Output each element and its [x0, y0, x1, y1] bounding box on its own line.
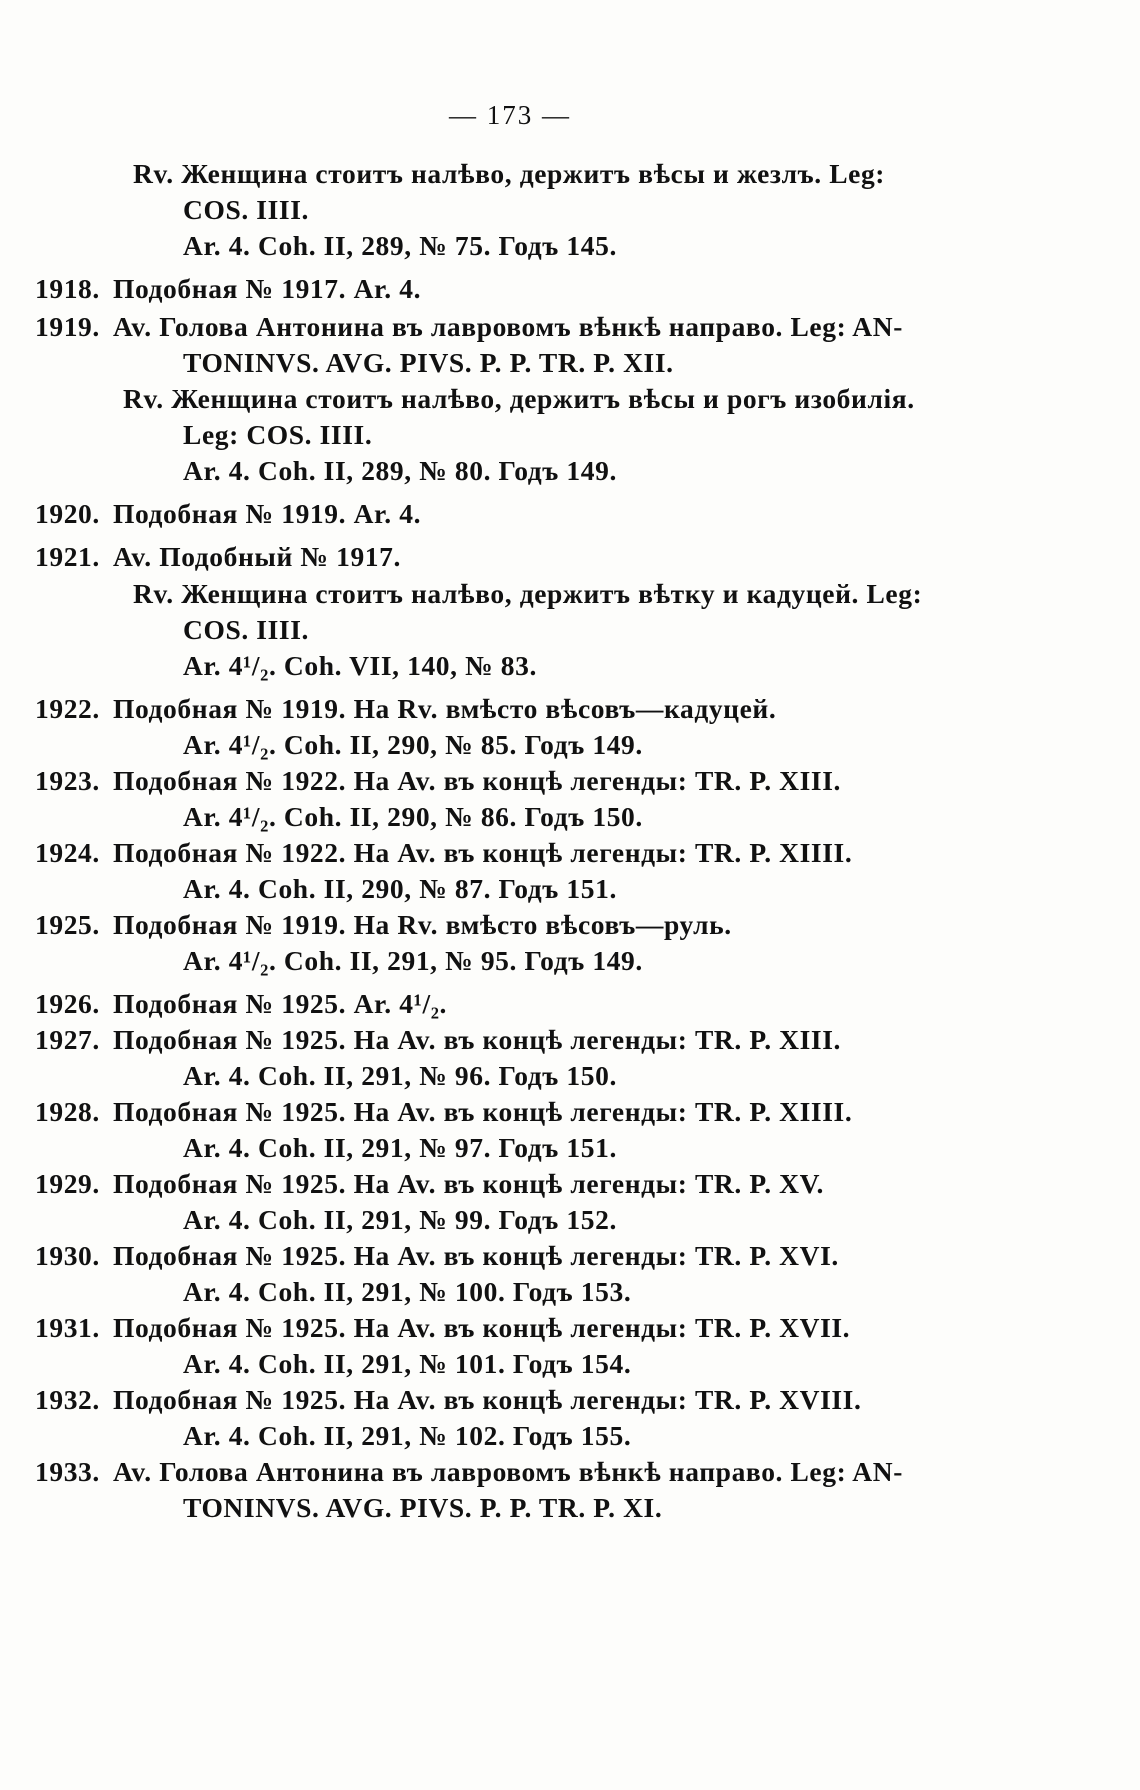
line-text: Подобная № 1919. На Rv. вмѣсто вѣсовъ—кадуцей. — [113, 693, 777, 724]
line-text: Подобная № 1925. На Av. въ концѣ легенды: TR. P. XIII. — [113, 1024, 841, 1055]
entry-number: 1920. — [35, 498, 100, 529]
entry-number: 1933. — [35, 1456, 100, 1487]
line-text: Ar. 4. Coh. II, 291, № 102. Годъ 155. — [183, 1420, 632, 1451]
line-text: Подобная № 1922. На Av. въ концѣ легенды: TR. P. XIII. — [113, 765, 841, 796]
line-text: COS. IIII. — [183, 614, 309, 645]
entry-number: 1927. — [35, 1024, 100, 1055]
entry-number: 1923. — [35, 765, 100, 796]
line-text: Ar. 4. Coh. II, 291, № 100. Годъ 153. — [183, 1276, 632, 1307]
line-text: Rv. Женщина стоитъ налѣво, держитъ вѣсы и жезлъ. Leg: — [133, 158, 886, 189]
line-text: Ar. 4¹/₂. Coh. II, 290, № 85. Годъ 149. — [183, 729, 643, 760]
line-text: Rv. Женщина стоитъ налѣво, держитъ вѣтку и кадуцей. Leg: — [133, 578, 923, 609]
entry-number: 1925. — [35, 909, 100, 940]
line-text: Подобная № 1922. На Av. въ концѣ легенды: TR. P. XIIII. — [113, 837, 853, 868]
line-text: Подобная № 1919. Ar. 4. — [113, 498, 422, 529]
entry-number: 1919. — [35, 311, 100, 342]
line-text: Ar. 4. Coh. II, 289, № 75. Годъ 145. — [183, 230, 617, 261]
line-text: Ar. 4. Coh. II, 289, № 80. Годъ 149. — [183, 455, 617, 486]
line-text: TONINVS. AVG. PIVS. P. P. TR. P. XI. — [183, 1492, 663, 1523]
line-text: Подобная № 1917. Ar. 4. — [113, 273, 422, 304]
line-text: Подобная № 1925. На Av. въ концѣ легенды: TR. P. XV. — [113, 1168, 825, 1199]
line-text: Ar. 4¹/₂. Coh. II, 290, № 86. Годъ 150. — [183, 801, 643, 832]
entry-number: 1929. — [35, 1168, 100, 1199]
line-text: Ar. 4. Coh. II, 291, № 96. Годъ 150. — [183, 1060, 617, 1091]
line-text: Подобная № 1925. На Av. въ концѣ легенды: TR. P. XVIII. — [113, 1384, 862, 1415]
entry-number: 1924. — [35, 837, 100, 868]
line-text: Ar. 4¹/₂. Coh. VII, 140, № 83. — [183, 650, 537, 681]
entry-number: 1931. — [35, 1312, 100, 1343]
line-text: Av. Голова Антонина въ лавровомъ вѣнкѣ направо. Leg: AN- — [113, 311, 903, 342]
entry-number: 1921. — [35, 541, 100, 572]
line-text: Av. Голова Антонина въ лавровомъ вѣнкѣ направо. Leg: AN- — [113, 1456, 903, 1487]
entry-number: 1926. — [35, 988, 100, 1019]
line-text: Ar. 4. Coh. II, 291, № 101. Годъ 154. — [183, 1348, 632, 1379]
line-text: TONINVS. AVG. PIVS. P. P. TR. P. XII. — [183, 347, 674, 378]
entry-number: 1932. — [35, 1384, 100, 1415]
entry-number: 1922. — [35, 693, 100, 724]
line-text: Подобная № 1925. На Av. въ концѣ легенды: TR. P. XVI. — [113, 1240, 839, 1271]
line-text: Ar. 4¹/₂. Coh. II, 291, № 95. Годъ 149. — [183, 945, 643, 976]
line-text: Rv. Женщина стоитъ налѣво, держитъ вѣсы и рогъ изобилія. — [123, 383, 915, 414]
line-text: Ar. 4. Coh. II, 291, № 97. Годъ 151. — [183, 1132, 617, 1163]
entry-number: 1930. — [35, 1240, 100, 1271]
line-text: Подобная № 1925. Ar. 4¹/₂. — [113, 988, 448, 1019]
line-text: COS. IIII. — [183, 194, 309, 225]
line-text: Leg: COS. IIII. — [183, 419, 373, 450]
page-number: — 173 — — [449, 100, 571, 130]
entry-number: 1928. — [35, 1096, 100, 1127]
line-text: Подобная № 1925. На Av. въ концѣ легенды: TR. P. XIIII. — [113, 1096, 853, 1127]
line-text: Ar. 4. Coh. II, 291, № 99. Годъ 152. — [183, 1204, 617, 1235]
line-text: Подобная № 1919. На Rv. вмѣсто вѣсовъ—руль. — [113, 909, 732, 940]
entry-number: 1918. — [35, 273, 100, 304]
line-text: Av. Подобный № 1917. — [113, 541, 401, 572]
line-text: Ar. 4. Coh. II, 290, № 87. Годъ 151. — [183, 873, 617, 904]
line-text: Подобная № 1925. На Av. въ концѣ легенды: TR. P. XVII. — [113, 1312, 851, 1343]
